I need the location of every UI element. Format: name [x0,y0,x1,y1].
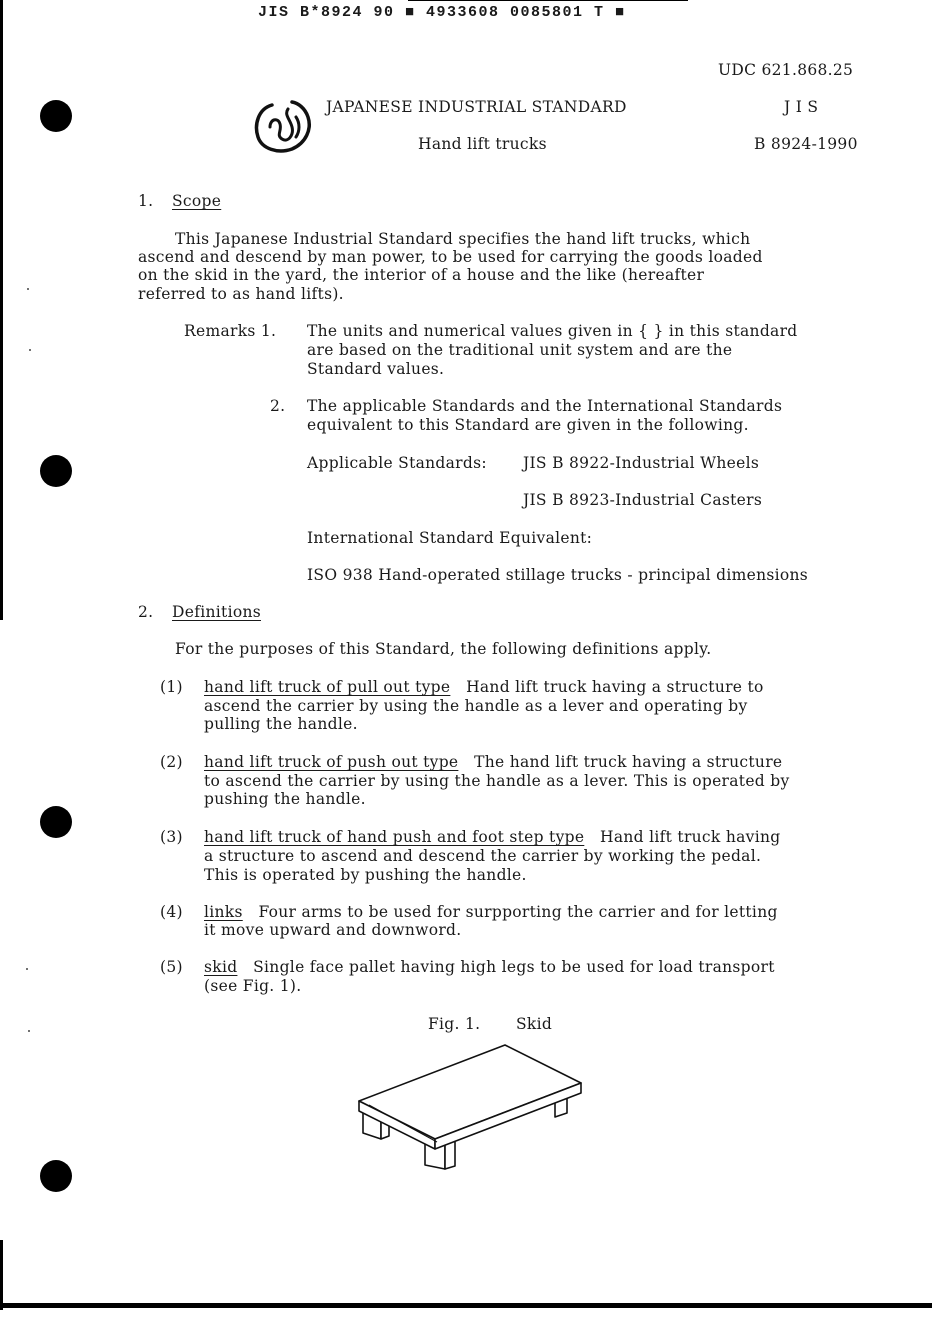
definition-term: links [204,903,243,921]
definition-line: a structure to ascend and descend the carrier by working the pedal. [204,847,762,865]
section-heading: Scope [172,192,222,210]
international-standard: ISO 938 Hand-operated stillage trucks - principal dimensions [307,566,809,584]
binder-hole-icon [40,100,72,132]
paragraph-line: on the skid in the yard, the interior of a house and the like (hereafter [138,266,705,284]
paragraph-line: referred to as hand lifts). [138,285,344,303]
remark-line: The units and numerical values given in { } in this standard [307,322,798,340]
definition-term: hand lift truck of hand push and foot step type [204,828,585,846]
remark-line: The applicable Standards and the International Standards [307,397,783,415]
jis-logo-icon [252,97,316,157]
scan-header: JIS B*8924 90 ■ 4933608 0085801 T ■ [258,4,626,21]
scan-speck [26,968,28,970]
definition-line [204,678,764,697]
figure-caption: Skid [516,1015,553,1033]
definition-line: pulling the handle. [204,715,358,733]
definition-line [204,958,775,977]
figure-label: Fig. 1. [428,1015,481,1033]
section-number: 2. [138,603,154,621]
header-rule [408,0,688,1]
applicable-standard: JIS B 8923-Industrial Casters [523,491,763,509]
definition-line: pushing the handle. [204,790,366,808]
scan-speck [28,1030,30,1032]
definition-line [204,753,782,772]
definition-text: Hand lift truck having a structure to [466,678,764,696]
definition-line [204,828,780,847]
scan-speck [29,349,31,351]
remark-number: 2. [270,397,286,415]
definition-term: hand lift truck of pull out type [204,678,451,696]
paragraph-line: ascend and descend by man power, to be used for carrying the goods loaded [138,248,763,266]
section-heading: Definitions [172,603,261,621]
applicable-standards-label: Applicable Standards: [307,454,487,472]
definition-text: The hand lift truck having a structure [474,753,783,771]
remark-line: Standard values. [307,360,445,378]
udc-number: UDC 621.868.25 [718,61,854,79]
document-title: Hand lift trucks [418,135,547,153]
international-standard-label: International Standard Equivalent: [307,529,593,547]
left-margin-line [0,0,3,620]
definition-text: Hand lift truck having [600,828,781,846]
binder-hole-icon [40,806,72,838]
definition-number: (5) [160,958,183,976]
left-margin-line-lower [0,1240,3,1310]
remark-line: equivalent to this Standard are given in the following. [307,416,749,434]
definition-line [204,903,778,922]
paragraph-line: This Japanese Industrial Standard specifies the hand lift trucks, which [175,230,751,248]
definition-line: ascend the carrier by using the handle as a lever and operating by [204,697,748,715]
definition-number: (4) [160,903,183,921]
definition-line: This is operated by pushing the handle. [204,866,527,884]
org-title: JAPANESE INDUSTRIAL STANDARD [326,98,627,116]
binder-hole-icon [40,455,72,487]
skid-drawing [355,1043,587,1173]
section-number: 1. [138,192,154,210]
definition-line: (see Fig. 1). [204,977,302,995]
definition-text: Four arms to be used for surpporting the carrier and for letting [258,903,778,921]
definition-number: (1) [160,678,183,696]
jis-mark: J I S [784,98,819,116]
definitions-intro: For the purposes of this Standard, the following definitions apply. [175,640,712,658]
binder-hole-icon [40,1160,72,1192]
bottom-edge-line [0,1303,932,1308]
standard-number: B 8924-1990 [754,135,858,153]
applicable-standard: JIS B 8922-Industrial Wheels [523,454,760,472]
definition-line: to ascend the carrier by using the handle as a lever. This is operated by [204,772,790,790]
scan-speck [27,288,29,290]
definition-number: (3) [160,828,183,846]
remarks-label: Remarks 1. [184,322,277,340]
definition-number: (2) [160,753,183,771]
definition-term: skid [204,958,238,976]
definition-term: hand lift truck of push out type [204,753,459,771]
remark-line: are based on the traditional unit system and are the [307,341,733,359]
definition-line: it move upward and downword. [204,921,462,939]
definition-text: Single face pallet having high legs to be used for load transport [253,958,775,976]
